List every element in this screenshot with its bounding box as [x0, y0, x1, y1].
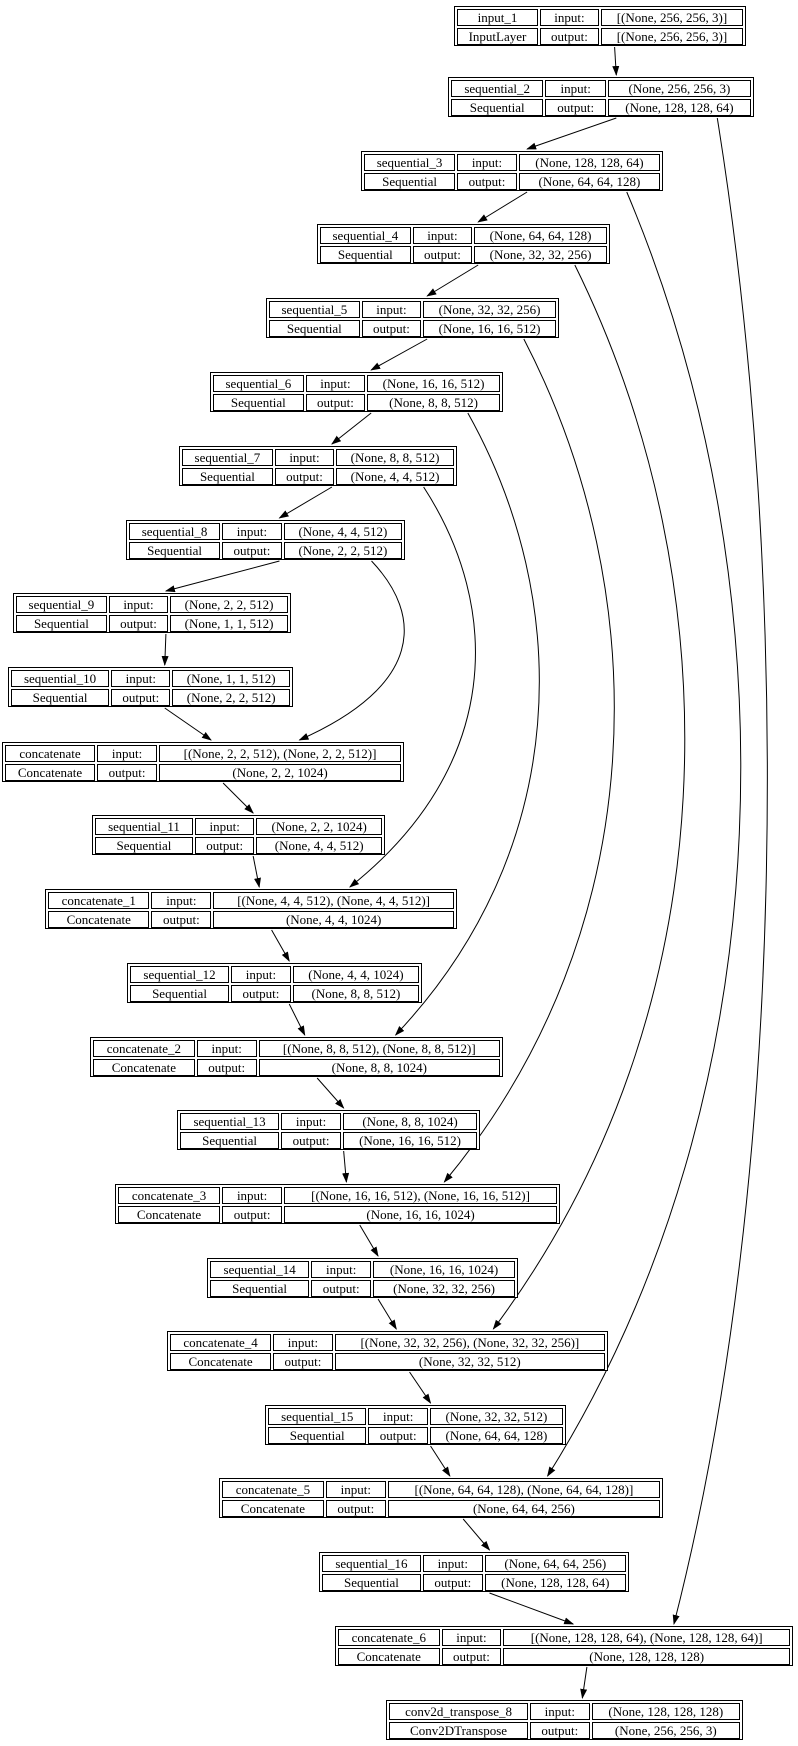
input-label-cell: input:: [530, 1703, 589, 1720]
edge-sequential_2-to-concatenate_6: [674, 118, 767, 1624]
layer-name-cell: sequential_4: [320, 227, 411, 244]
layer-name-cell: sequential_11: [95, 818, 193, 835]
input-label-cell: input:: [423, 1555, 483, 1572]
layer-type-cell: Sequential: [451, 99, 543, 116]
input-shape-cell: (None, 1, 1, 512): [172, 670, 290, 687]
input-shape-cell: (None, 4, 4, 512): [284, 523, 402, 540]
input-label-cell: input:: [306, 375, 365, 392]
edge-input_1-to-sequential_2: [615, 47, 617, 75]
edge-sequential_6-to-sequential_7: [332, 413, 371, 444]
edge-sequential_8-to-sequential_9: [166, 561, 280, 591]
layer-type-cell: Sequential: [268, 1427, 366, 1444]
layer-record-table: [46, 890, 456, 930]
output-shape-cell: (None, 64, 64, 128): [519, 173, 660, 190]
layer-record-table: [9, 668, 292, 708]
output-label-cell: output:: [273, 1353, 333, 1370]
edge-concatenate_1-to-sequential_12: [272, 930, 290, 961]
layer-node-sequential_9: [13, 593, 291, 633]
layer-type-cell: Sequential: [129, 542, 220, 559]
input-label-cell: input:: [281, 1113, 341, 1130]
input-shape-cell: [(None, 4, 4, 512), (None, 4, 4, 512)]: [213, 892, 454, 909]
output-label-cell: output:: [311, 1280, 371, 1297]
output-shape-cell: (None, 32, 32, 256): [373, 1280, 515, 1297]
input-shape-cell: (None, 32, 32, 256): [423, 301, 556, 318]
layer-type-cell: Sequential: [16, 615, 107, 632]
layer-type-cell: Concatenate: [93, 1059, 195, 1076]
edge-sequential_4-to-concatenate_4: [493, 265, 684, 1329]
input-label-cell: input:: [109, 596, 168, 613]
layer-type-cell: Sequential: [213, 394, 304, 411]
layer-name-cell: sequential_7: [182, 449, 273, 466]
layer-type-cell: Concatenate: [5, 764, 95, 781]
input-shape-cell: (None, 2, 2, 1024): [256, 818, 382, 835]
layer-record-table: [168, 1332, 607, 1372]
layer-record-table: [336, 1627, 792, 1667]
input-label-cell: input:: [442, 1629, 502, 1646]
output-label-cell: output:: [540, 28, 599, 45]
layer-name-cell: concatenate_4: [170, 1334, 271, 1351]
layer-name-cell: sequential_13: [180, 1113, 279, 1130]
input-label-cell: input:: [151, 892, 211, 909]
layer-type-cell: Concatenate: [118, 1206, 220, 1223]
output-shape-cell: (None, 1, 1, 512): [170, 615, 288, 632]
output-label-cell: output:: [362, 320, 421, 337]
layer-node-concatenate_5: [219, 1478, 663, 1518]
input-shape-cell: [(None, 2, 2, 512), (None, 2, 2, 512)]: [159, 745, 401, 762]
edge-sequential_11-to-concatenate_1: [253, 856, 259, 887]
edge-concatenate_2-to-sequential_13: [317, 1078, 344, 1108]
layer-name-cell: concatenate_1: [48, 892, 149, 909]
layer-node-sequential_10: [8, 667, 293, 707]
input-label-cell: input:: [362, 301, 421, 318]
layer-record-table: [220, 1479, 662, 1519]
output-label-cell: output:: [222, 1206, 282, 1223]
layer-type-cell: Sequential: [269, 320, 360, 337]
layer-node-sequential_15: [265, 1405, 566, 1445]
output-shape-cell: (None, 4, 4, 1024): [213, 911, 454, 928]
edge-sequential_13-to-concatenate_3: [344, 1151, 347, 1182]
edge-concatenate_6-to-conv2d_transpose_8: [582, 1667, 587, 1698]
layer-record-table: [387, 1701, 742, 1741]
layer-node-concatenate: [2, 742, 404, 782]
layer-node-concatenate_4: [167, 1331, 608, 1371]
input-shape-cell: (None, 2, 2, 512): [170, 596, 288, 613]
layer-type-cell: Sequential: [364, 173, 455, 190]
layer-record-table: [127, 521, 404, 561]
layer-record-table: [267, 299, 558, 339]
output-shape-cell: (None, 32, 32, 512): [335, 1353, 605, 1370]
layer-type-cell: Concatenate: [338, 1648, 440, 1665]
output-label-cell: output:: [231, 985, 291, 1002]
layer-node-sequential_7: [179, 446, 457, 486]
layer-name-cell: concatenate: [5, 745, 95, 762]
layer-record-table: [178, 1111, 479, 1151]
edge-sequential_5-to-sequential_6: [371, 339, 427, 370]
layer-type-cell: Sequential: [320, 246, 411, 263]
layer-type-cell: Concatenate: [170, 1353, 271, 1370]
output-shape-cell: (None, 16, 16, 512): [423, 320, 556, 337]
layer-record-table: [318, 225, 609, 265]
layer-node-sequential_16: [319, 1552, 629, 1592]
layer-type-cell: Sequential: [322, 1574, 421, 1591]
layer-name-cell: sequential_12: [130, 966, 229, 983]
layer-name-cell: sequential_5: [269, 301, 360, 318]
layer-name-cell: concatenate_6: [338, 1629, 440, 1646]
layer-node-input_1: [454, 6, 746, 46]
output-shape-cell: (None, 4, 4, 512): [256, 837, 382, 854]
input-label-cell: input:: [273, 1334, 333, 1351]
edge-sequential_4-to-sequential_5: [427, 265, 478, 296]
output-shape-cell: (None, 2, 2, 1024): [159, 764, 401, 781]
output-label-cell: output:: [442, 1648, 502, 1665]
output-shape-cell: (None, 8, 8, 512): [367, 394, 500, 411]
edge-sequential_6-to-concatenate_2: [396, 413, 540, 1035]
input-label-cell: input:: [97, 745, 157, 762]
output-label-cell: output:: [423, 1574, 483, 1591]
output-shape-cell: (None, 8, 8, 512): [293, 985, 419, 1002]
layer-type-cell: Sequential: [95, 837, 193, 854]
output-label-cell: output:: [413, 246, 472, 263]
edge-sequential_10-to-concatenate: [165, 708, 211, 740]
layer-name-cell: concatenate_2: [93, 1040, 195, 1057]
layer-type-cell: Sequential: [130, 985, 229, 1002]
input-shape-cell: [(None, 32, 32, 256), (None, 32, 32, 256)]: [335, 1334, 605, 1351]
input-label-cell: input:: [311, 1261, 371, 1278]
output-shape-cell: (None, 64, 64, 128): [430, 1427, 563, 1444]
layer-type-cell: Sequential: [180, 1132, 279, 1149]
output-shape-cell: (None, 128, 128, 64): [608, 99, 751, 116]
layer-node-concatenate_2: [90, 1037, 503, 1077]
edge-sequential_3-to-concatenate_5: [548, 192, 741, 1476]
input-shape-cell: [(None, 64, 64, 128), (None, 64, 64, 128)]: [388, 1481, 660, 1498]
layer-node-sequential_3: [361, 151, 663, 191]
layer-record-table: [266, 1406, 565, 1446]
layer-type-cell: Concatenate: [222, 1500, 324, 1517]
input-shape-cell: (None, 32, 32, 512): [430, 1408, 563, 1425]
output-shape-cell: (None, 2, 2, 512): [172, 689, 290, 706]
input-label-cell: input:: [222, 1187, 282, 1204]
input-label-cell: input:: [545, 80, 605, 97]
output-shape-cell: (None, 2, 2, 512): [284, 542, 402, 559]
input-label-cell: input:: [275, 449, 334, 466]
input-shape-cell: (None, 64, 64, 256): [485, 1555, 626, 1572]
input-shape-cell: [(None, 16, 16, 512), (None, 16, 16, 512)]: [284, 1187, 557, 1204]
input-label-cell: input:: [195, 818, 254, 835]
output-label-cell: output:: [222, 542, 282, 559]
output-label-cell: output:: [151, 911, 211, 928]
layer-type-cell: Conv2DTranspose: [389, 1722, 528, 1739]
input-shape-cell: (None, 64, 64, 128): [474, 227, 607, 244]
input-shape-cell: [(None, 8, 8, 512), (None, 8, 8, 512)]: [259, 1040, 500, 1057]
input-label-cell: input:: [111, 670, 170, 687]
input-shape-cell: (None, 128, 128, 64): [519, 154, 660, 171]
input-label-cell: input:: [540, 9, 599, 26]
layer-node-sequential_14: [207, 1258, 518, 1298]
layer-name-cell: sequential_14: [210, 1261, 309, 1278]
layer-record-table: [14, 594, 290, 634]
layer-name-cell: conv2d_transpose_8: [389, 1703, 528, 1720]
layer-node-conv2d_transpose_8: [386, 1700, 743, 1740]
output-label-cell: output:: [530, 1722, 589, 1739]
edge-sequential_14-to-concatenate_4: [378, 1299, 396, 1329]
layer-type-cell: Sequential: [11, 689, 109, 706]
input-shape-cell: (None, 8, 8, 512): [336, 449, 454, 466]
layer-type-cell: InputLayer: [457, 28, 538, 45]
layer-node-sequential_13: [177, 1110, 480, 1150]
layer-name-cell: sequential_16: [322, 1555, 421, 1572]
layer-record-table: [362, 152, 662, 192]
output-shape-cell: (None, 32, 32, 256): [474, 246, 607, 263]
layer-node-sequential_11: [92, 815, 385, 855]
layer-type-cell: Sequential: [182, 468, 273, 485]
output-label-cell: output:: [368, 1427, 427, 1444]
output-label-cell: output:: [197, 1059, 257, 1076]
edge-concatenate_4-to-sequential_15: [410, 1372, 431, 1403]
output-label-cell: output:: [457, 173, 517, 190]
layer-node-sequential_4: [317, 224, 610, 264]
input-label-cell: input:: [326, 1481, 386, 1498]
layer-record-table: [93, 816, 384, 856]
layer-record-table: [128, 964, 421, 1004]
layer-record-table: [180, 447, 456, 487]
edge-concatenate_5-to-sequential_16: [463, 1519, 489, 1550]
output-shape-cell: (None, 128, 128, 128): [503, 1648, 790, 1665]
edge-sequential_12-to-concatenate_2: [289, 1004, 305, 1035]
layer-name-cell: sequential_10: [11, 670, 109, 687]
layer-node-sequential_12: [127, 963, 422, 1003]
layer-name-cell: concatenate_5: [222, 1481, 324, 1498]
edge-sequential_3-to-sequential_4: [478, 192, 527, 222]
output-shape-cell: (None, 16, 16, 1024): [284, 1206, 557, 1223]
output-shape-cell: (None, 128, 128, 64): [485, 1574, 626, 1591]
output-shape-cell: (None, 256, 256, 3): [592, 1722, 740, 1739]
output-shape-cell: [(None, 256, 256, 3)]: [601, 28, 743, 45]
input-shape-cell: [(None, 128, 128, 64), (None, 128, 128, 64)]: [503, 1629, 790, 1646]
edge-concatenate-to-sequential_11: [223, 783, 253, 813]
layer-record-table: [116, 1185, 559, 1225]
output-label-cell: output:: [109, 615, 168, 632]
input-label-cell: input:: [231, 966, 291, 983]
input-shape-cell: (None, 16, 16, 512): [367, 375, 500, 392]
input-shape-cell: [(None, 256, 256, 3)]: [601, 9, 743, 26]
input-label-cell: input:: [222, 523, 282, 540]
edge-sequential_9-to-sequential_10: [165, 634, 166, 665]
output-label-cell: output:: [281, 1132, 341, 1149]
edge-sequential_2-to-sequential_3: [527, 118, 616, 149]
output-label-cell: output:: [326, 1500, 386, 1517]
edge-concatenate_3-to-sequential_14: [360, 1225, 378, 1256]
layer-name-cell: sequential_9: [16, 596, 107, 613]
input-shape-cell: (None, 128, 128, 128): [592, 1703, 740, 1720]
layer-type-cell: Sequential: [210, 1280, 309, 1297]
output-shape-cell: (None, 64, 64, 256): [388, 1500, 660, 1517]
layer-record-table: [320, 1553, 628, 1593]
layer-name-cell: sequential_2: [451, 80, 543, 97]
layer-name-cell: sequential_3: [364, 154, 455, 171]
output-shape-cell: (None, 8, 8, 1024): [259, 1059, 500, 1076]
output-shape-cell: (None, 16, 16, 512): [343, 1132, 477, 1149]
output-label-cell: output:: [97, 764, 157, 781]
layer-record-table: [449, 78, 753, 118]
edge-sequential_15-to-concatenate_5: [431, 1446, 450, 1476]
layer-name-cell: input_1: [457, 9, 538, 26]
layer-record-table: [211, 373, 502, 413]
input-label-cell: input:: [413, 227, 472, 244]
layer-node-sequential_6: [210, 372, 503, 412]
layer-node-sequential_5: [266, 298, 559, 338]
layer-node-sequential_8: [126, 520, 405, 560]
layer-node-concatenate_3: [115, 1184, 560, 1224]
layer-record-table: [455, 7, 745, 47]
input-label-cell: input:: [197, 1040, 257, 1057]
input-label-cell: input:: [457, 154, 517, 171]
input-shape-cell: (None, 4, 4, 1024): [293, 966, 419, 983]
input-shape-cell: (None, 8, 8, 1024): [343, 1113, 477, 1130]
layer-node-concatenate_1: [45, 889, 457, 929]
input-shape-cell: (None, 16, 16, 1024): [373, 1261, 515, 1278]
layer-type-cell: Concatenate: [48, 911, 149, 928]
input-label-cell: input:: [368, 1408, 427, 1425]
output-label-cell: output:: [545, 99, 605, 116]
edge-sequential_16-to-concatenate_6: [490, 1593, 574, 1624]
output-label-cell: output:: [275, 468, 334, 485]
layer-name-cell: sequential_15: [268, 1408, 366, 1425]
output-label-cell: output:: [306, 394, 365, 411]
layer-node-sequential_2: [448, 77, 754, 117]
layer-record-table: [91, 1038, 502, 1078]
layer-name-cell: sequential_6: [213, 375, 304, 392]
layer-node-concatenate_6: [335, 1626, 793, 1666]
edge-sequential_7-to-sequential_8: [279, 487, 331, 518]
edge-sequential_8-to-concatenate: [299, 561, 404, 740]
layer-record-table: [3, 743, 403, 783]
layer-name-cell: concatenate_3: [118, 1187, 220, 1204]
output-shape-cell: (None, 4, 4, 512): [336, 468, 454, 485]
output-label-cell: output:: [111, 689, 170, 706]
output-label-cell: output:: [195, 837, 254, 854]
layer-record-table: [208, 1259, 517, 1299]
input-shape-cell: (None, 256, 256, 3): [608, 80, 751, 97]
layer-name-cell: sequential_8: [129, 523, 220, 540]
